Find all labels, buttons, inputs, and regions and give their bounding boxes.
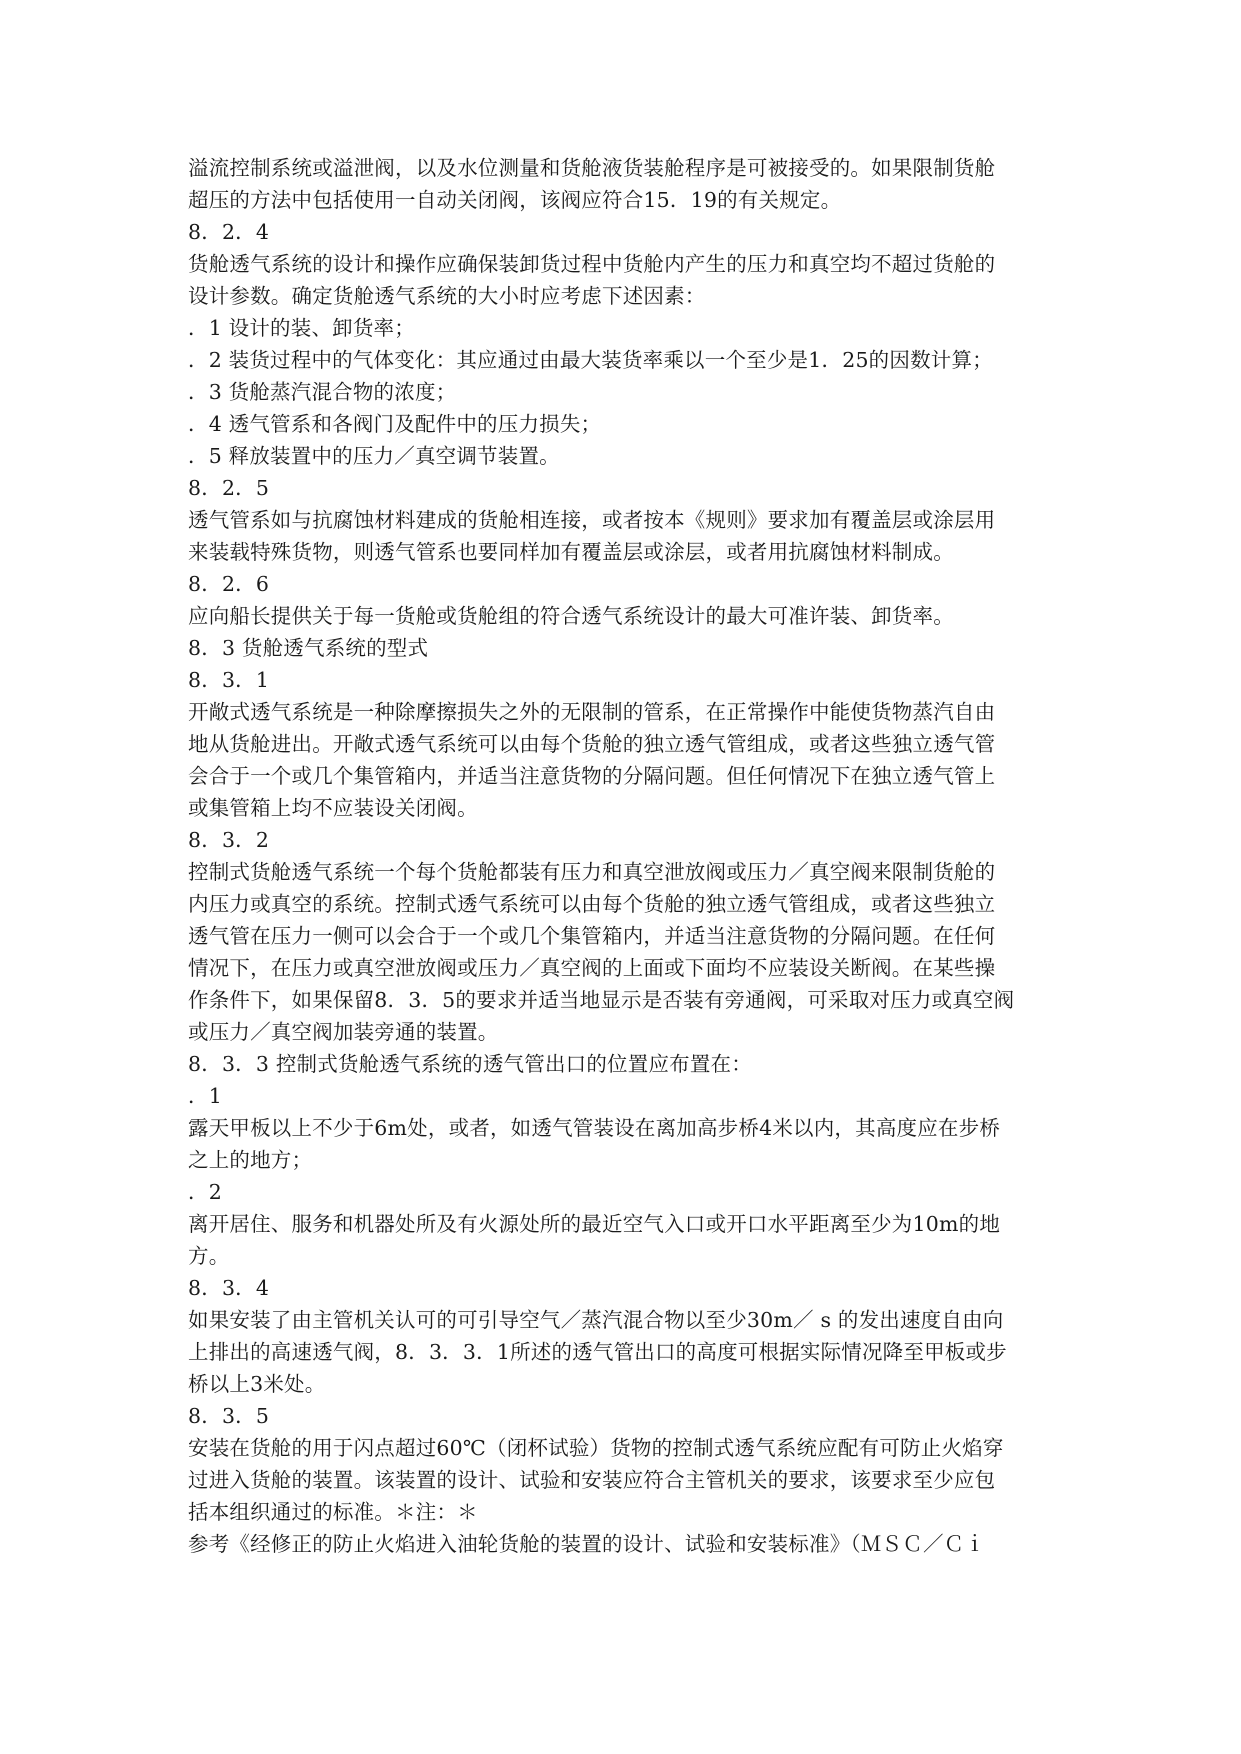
text-line: 或压力／真空阀加装旁通的装置。 [188,1020,499,1044]
section-number: 8．3．1 [188,668,270,692]
list-item: ．2 装货过程中的气体变化：其应通过由最大装货率乘以一个至少是1．25的因数计算； [188,348,993,372]
section-number: 8．3．2 [188,828,270,852]
list-item: ．2 [188,1180,222,1204]
text-line: 或集管箱上均不应装设关闭阀。 [188,796,478,820]
text-line: 设计参数。确定货舱透气系统的大小时应考虑下述因素： [188,284,706,308]
text-line: 控制式货舱透气系统一个每个货舱都装有压力和真空泄放阀或压力／真空阀来限制货舱的 [188,860,996,884]
document-body [188,152,1068,1560]
section-number: 8．2．5 [188,476,270,500]
text-line: 地从货舱进出。开敞式透气系统可以由每个货舱的独立透气管组成，或者这些独立透气管 [188,732,996,756]
text-line: 参考《经修正的防止火焰进入油轮货舱的装置的设计、试验和安装标准》（ＭＳＣ／Ｃｉ [188,1532,986,1556]
text-line: 过进入货舱的装置。该装置的设计、试验和安装应符合主管机关的要求，该要求至少应包 [188,1468,996,1492]
text-line: 离开居住、服务和机器处所及有火源处所的最近空气入口或开口水平距离至少为10m的地 [188,1212,1001,1236]
list-item: ．3 货舱蒸汽混合物的浓度； [188,380,457,404]
text-line: 透气管系如与抗腐蚀材料建成的货舱相连接，或者按本《规则》要求加有覆盖层或涂层用 [188,508,996,532]
text-line: 作条件下，如果保留8．3．5的要求并适当地显示是否装有旁通阀，可采取对压力或真空阀 [188,988,1015,1012]
text-line: 会合于一个或几个集管箱内，并适当注意货物的分隔问题。但任何情况下在独立透气管上 [188,764,996,788]
text-line: 透气管在压力一侧可以会合于一个或几个集管箱内，并适当注意货物的分隔问题。在任何 [188,924,996,948]
section-number: 8．3．4 [188,1276,270,1300]
text-line: 之上的地方； [188,1148,313,1172]
list-item: ．1 [188,1084,222,1108]
text-line: 超压的方法中包括使用一自动关闭阀，该阀应符合15．19的有关规定。 [188,188,842,212]
section-heading: 8．3．3 控制式货舱透气系统的透气管出口的位置应布置在： [188,1052,752,1076]
text-line: 溢流控制系统或溢泄阀，以及水位测量和货舱液货装舱程序是可被接受的。如果限制货舱 [188,156,996,180]
text-line: 应向船长提供关于每一货舱或货舱组的符合透气系统设计的最大可准许装、卸货率。 [188,604,954,628]
list-item: ．1 设计的装、卸货率； [188,316,415,340]
section-number: 8．2．6 [188,572,270,596]
text-line: 内压力或真空的系统。控制式透气系统可以由每个货舱的独立透气管组成，或者这些独立 [188,892,996,916]
text-line: 桥以上3米处。 [188,1372,326,1396]
text-line: 货舱透气系统的设计和操作应确保装卸货过程中货舱内产生的压力和真空均不超过货舱的 [188,252,996,276]
section-number: 8．2．4 [188,220,270,244]
list-item: ．4 透气管系和各阀门及配件中的压力损失； [188,412,602,436]
text-line: 露天甲板以上不少于6m处，或者，如透气管装设在离加高步桥4米以内，其高度应在步桥 [188,1116,1001,1140]
text-line: 安装在货舱的用于闪点超过60℃（闭杯试验）货物的控制式透气系统应配有可防止火焰穿 [188,1436,1004,1460]
text-line: 上排出的高速透气阀，8．3．3．1所述的透气管出口的高度可根据实际情况降至甲板或步 [188,1340,1007,1364]
section-heading: 8．3 货舱透气系统的型式 [188,636,429,660]
section-number: 8．3．5 [188,1404,270,1428]
text-line: 情况下，在压力或真空泄放阀或压力／真空阀的上面或下面均不应装设关断阀。在某些操 [188,956,996,980]
text-line: 来装载特殊货物，则透气管系也要同样加有覆盖层或涂层，或者用抗腐蚀材料制成。 [188,540,954,564]
text-line: 方。 [188,1244,230,1268]
text-line: 括本组织通过的标准。＊注：＊ [188,1500,478,1524]
list-item: ．5 释放装置中的压力／真空调节装置。 [188,444,560,468]
text-line: 开敞式透气系统是一种除摩擦损失之外的无限制的管系，在正常操作中能使货物蒸汽自由 [188,700,996,724]
text-line: 如果安装了由主管机关认可的可引导空气／蒸汽混合物以至少30m／ s 的发出速度自由向 [188,1308,1004,1332]
